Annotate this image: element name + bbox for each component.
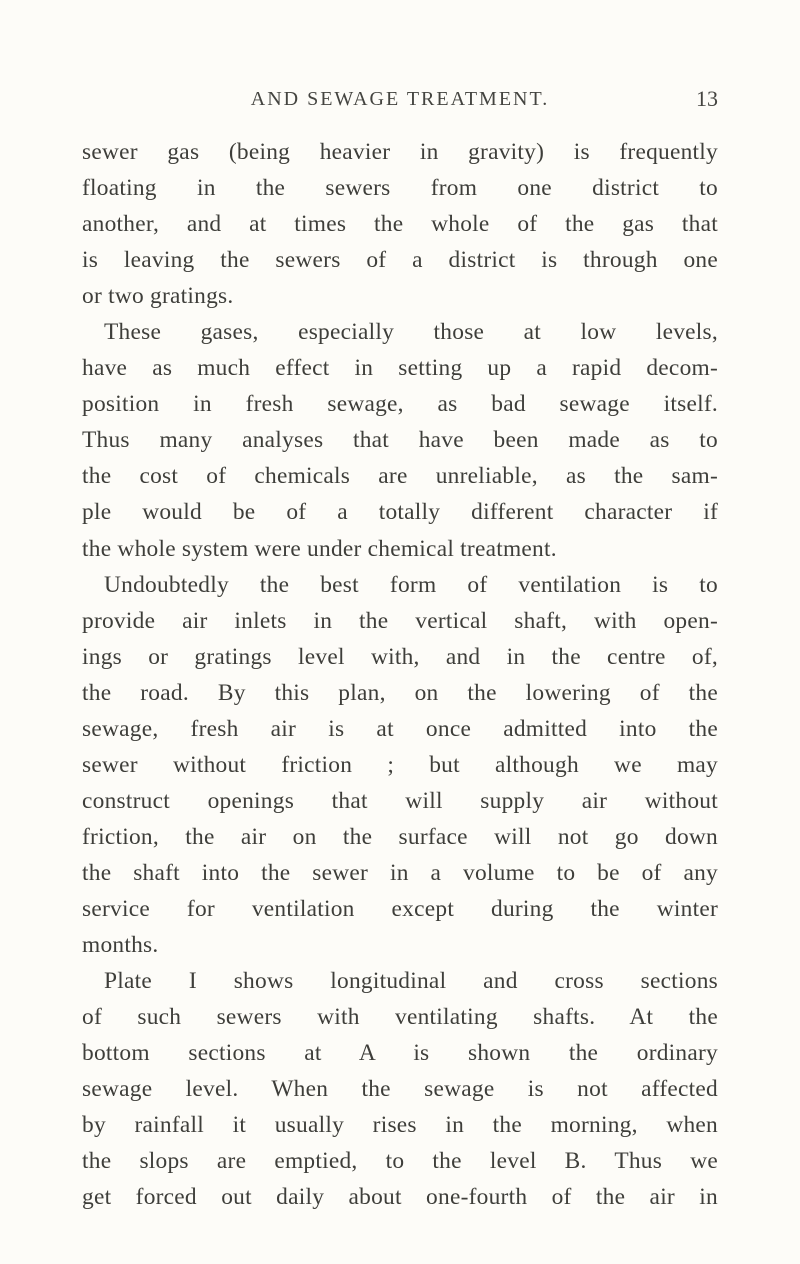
text-line: of such sewers with ventilating shafts. At the: [82, 1004, 718, 1031]
text-line: or two gratings.: [82, 283, 234, 310]
text-line: get forced out daily about one-fourth of the air in: [82, 1184, 718, 1211]
page-number: 13: [696, 86, 718, 111]
text-line: position in fresh sewage, as bad sewage itself.: [82, 391, 718, 418]
text-line: These gases, especially those at low levels,: [104, 319, 718, 346]
text-line: by rainfall it usually rises in the morning, when: [82, 1112, 718, 1139]
text-line: bottom sections at A is shown the ordinary: [82, 1040, 718, 1067]
text-line: Thus many analyses that have been made as to: [82, 427, 718, 454]
text-line: another, and at times the whole of the gas that: [82, 211, 718, 238]
text-line: the cost of chemicals are unreliable, as the sam-: [82, 463, 718, 490]
running-head: [82, 84, 718, 114]
text-line: the whole system were under chemical treatment.: [82, 535, 557, 562]
text-line: service for ventilation except during the winter: [82, 895, 718, 922]
text-line: have as much effect in setting up a rapid decom-: [82, 355, 718, 382]
text-line: Undoubtedly the best form of ventilation is to: [104, 571, 718, 598]
text-line: the shaft into the sewer in a volume to be of any: [82, 859, 718, 886]
text-line: construct openings that will supply air without: [82, 787, 718, 814]
text-line: Plate I shows longitudinal and cross sections: [104, 968, 718, 995]
text-line: sewage level. When the sewage is not affected: [82, 1076, 718, 1103]
running-title: AND SEWAGE TREATMENT.: [250, 88, 550, 110]
text-line: sewer gas (being heavier in gravity) is frequently: [82, 139, 718, 165]
text-line: sewage, fresh air is at once admitted into the: [82, 715, 718, 742]
text-line: the slops are emptied, to the level B. Thus we: [82, 1148, 718, 1175]
text-line: ings or gratings level with, and in the centre of,: [82, 643, 718, 670]
text-line: is leaving the sewers of a district is through one: [82, 247, 718, 274]
text-line: provide air inlets in the vertical shaft, with open-: [82, 607, 718, 634]
text-line: ple would be of a totally different character if: [82, 499, 718, 526]
text-line: sewer without friction ; but although we may: [82, 751, 718, 778]
body-text: [82, 134, 718, 1215]
text-line: months.: [82, 932, 159, 959]
text-line: the road. By this plan, on the lowering of the: [82, 679, 718, 706]
text-line: floating in the sewers from one district to: [82, 175, 718, 202]
text-line: friction, the air on the surface will not go down: [82, 823, 718, 850]
